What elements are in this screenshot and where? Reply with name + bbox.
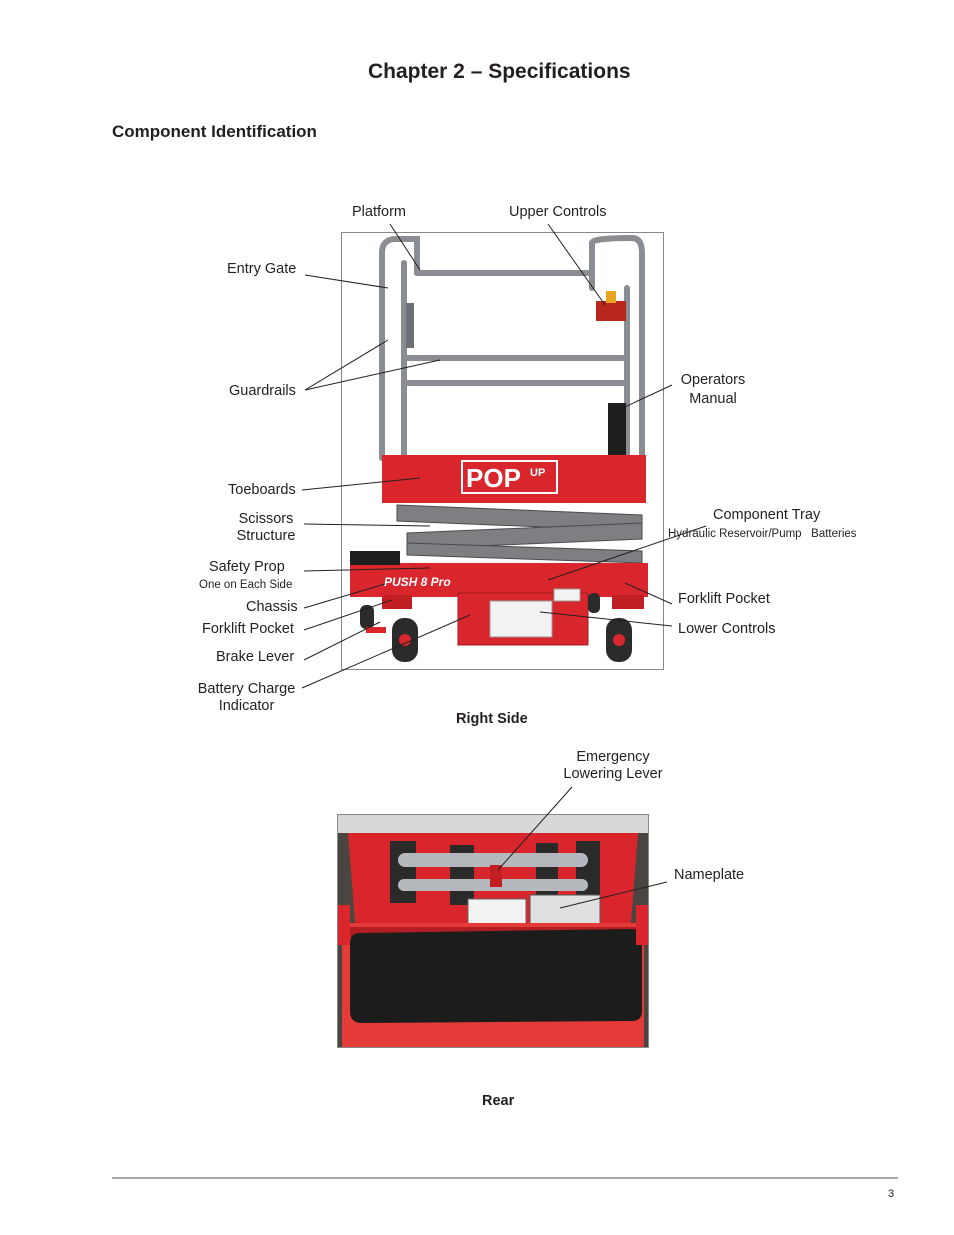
label-nameplate: Nameplate [674,867,745,883]
page-number: 3 [888,1188,895,1200]
label-safety-prop-sub: One on Each Side [199,579,293,591]
label-scissors-structure: Scissors Structure [236,511,296,544]
label-guardrails: Guardrails [229,383,296,399]
label-emergency-lowering-lever: Emergency Lowering Lever [563,749,663,782]
caption-right-side: Right Side [456,711,528,727]
label-component-tray: Component Tray [713,507,821,523]
chapter-title: Chapter 2 – Specifications [368,60,631,83]
pop-logo: POP [466,463,521,493]
section-title: Component Identification [112,122,317,141]
label-chassis: Chassis [246,599,298,615]
label-lower-controls: Lower Controls [678,621,776,637]
label-entry-gate: Entry Gate [227,261,297,277]
model-text: PUSH 8 Pro [384,575,451,589]
pop-logo-up: UP [530,467,546,479]
label-forklift-pocket-left: Forklift Pocket [202,621,294,637]
label-platform: Platform [352,204,406,220]
caption-rear: Rear [482,1093,515,1109]
label-forklift-pocket-right: Forklift Pocket [678,591,770,607]
label-safety-prop: Safety Prop [209,559,285,575]
label-brake-lever: Brake Lever [216,649,295,665]
right-side-photo [341,232,664,670]
label-toeboards: Toeboards [228,482,296,498]
rear-photo [337,814,649,1048]
label-component-tray-sub: Hydraulic Reservoir/Pump Batteries [668,528,857,540]
label-operators-manual: Operators Manual [680,372,746,407]
label-upper-controls: Upper Controls [509,204,607,220]
label-battery-charge-indicator: Battery Charge Indicator [197,681,296,714]
